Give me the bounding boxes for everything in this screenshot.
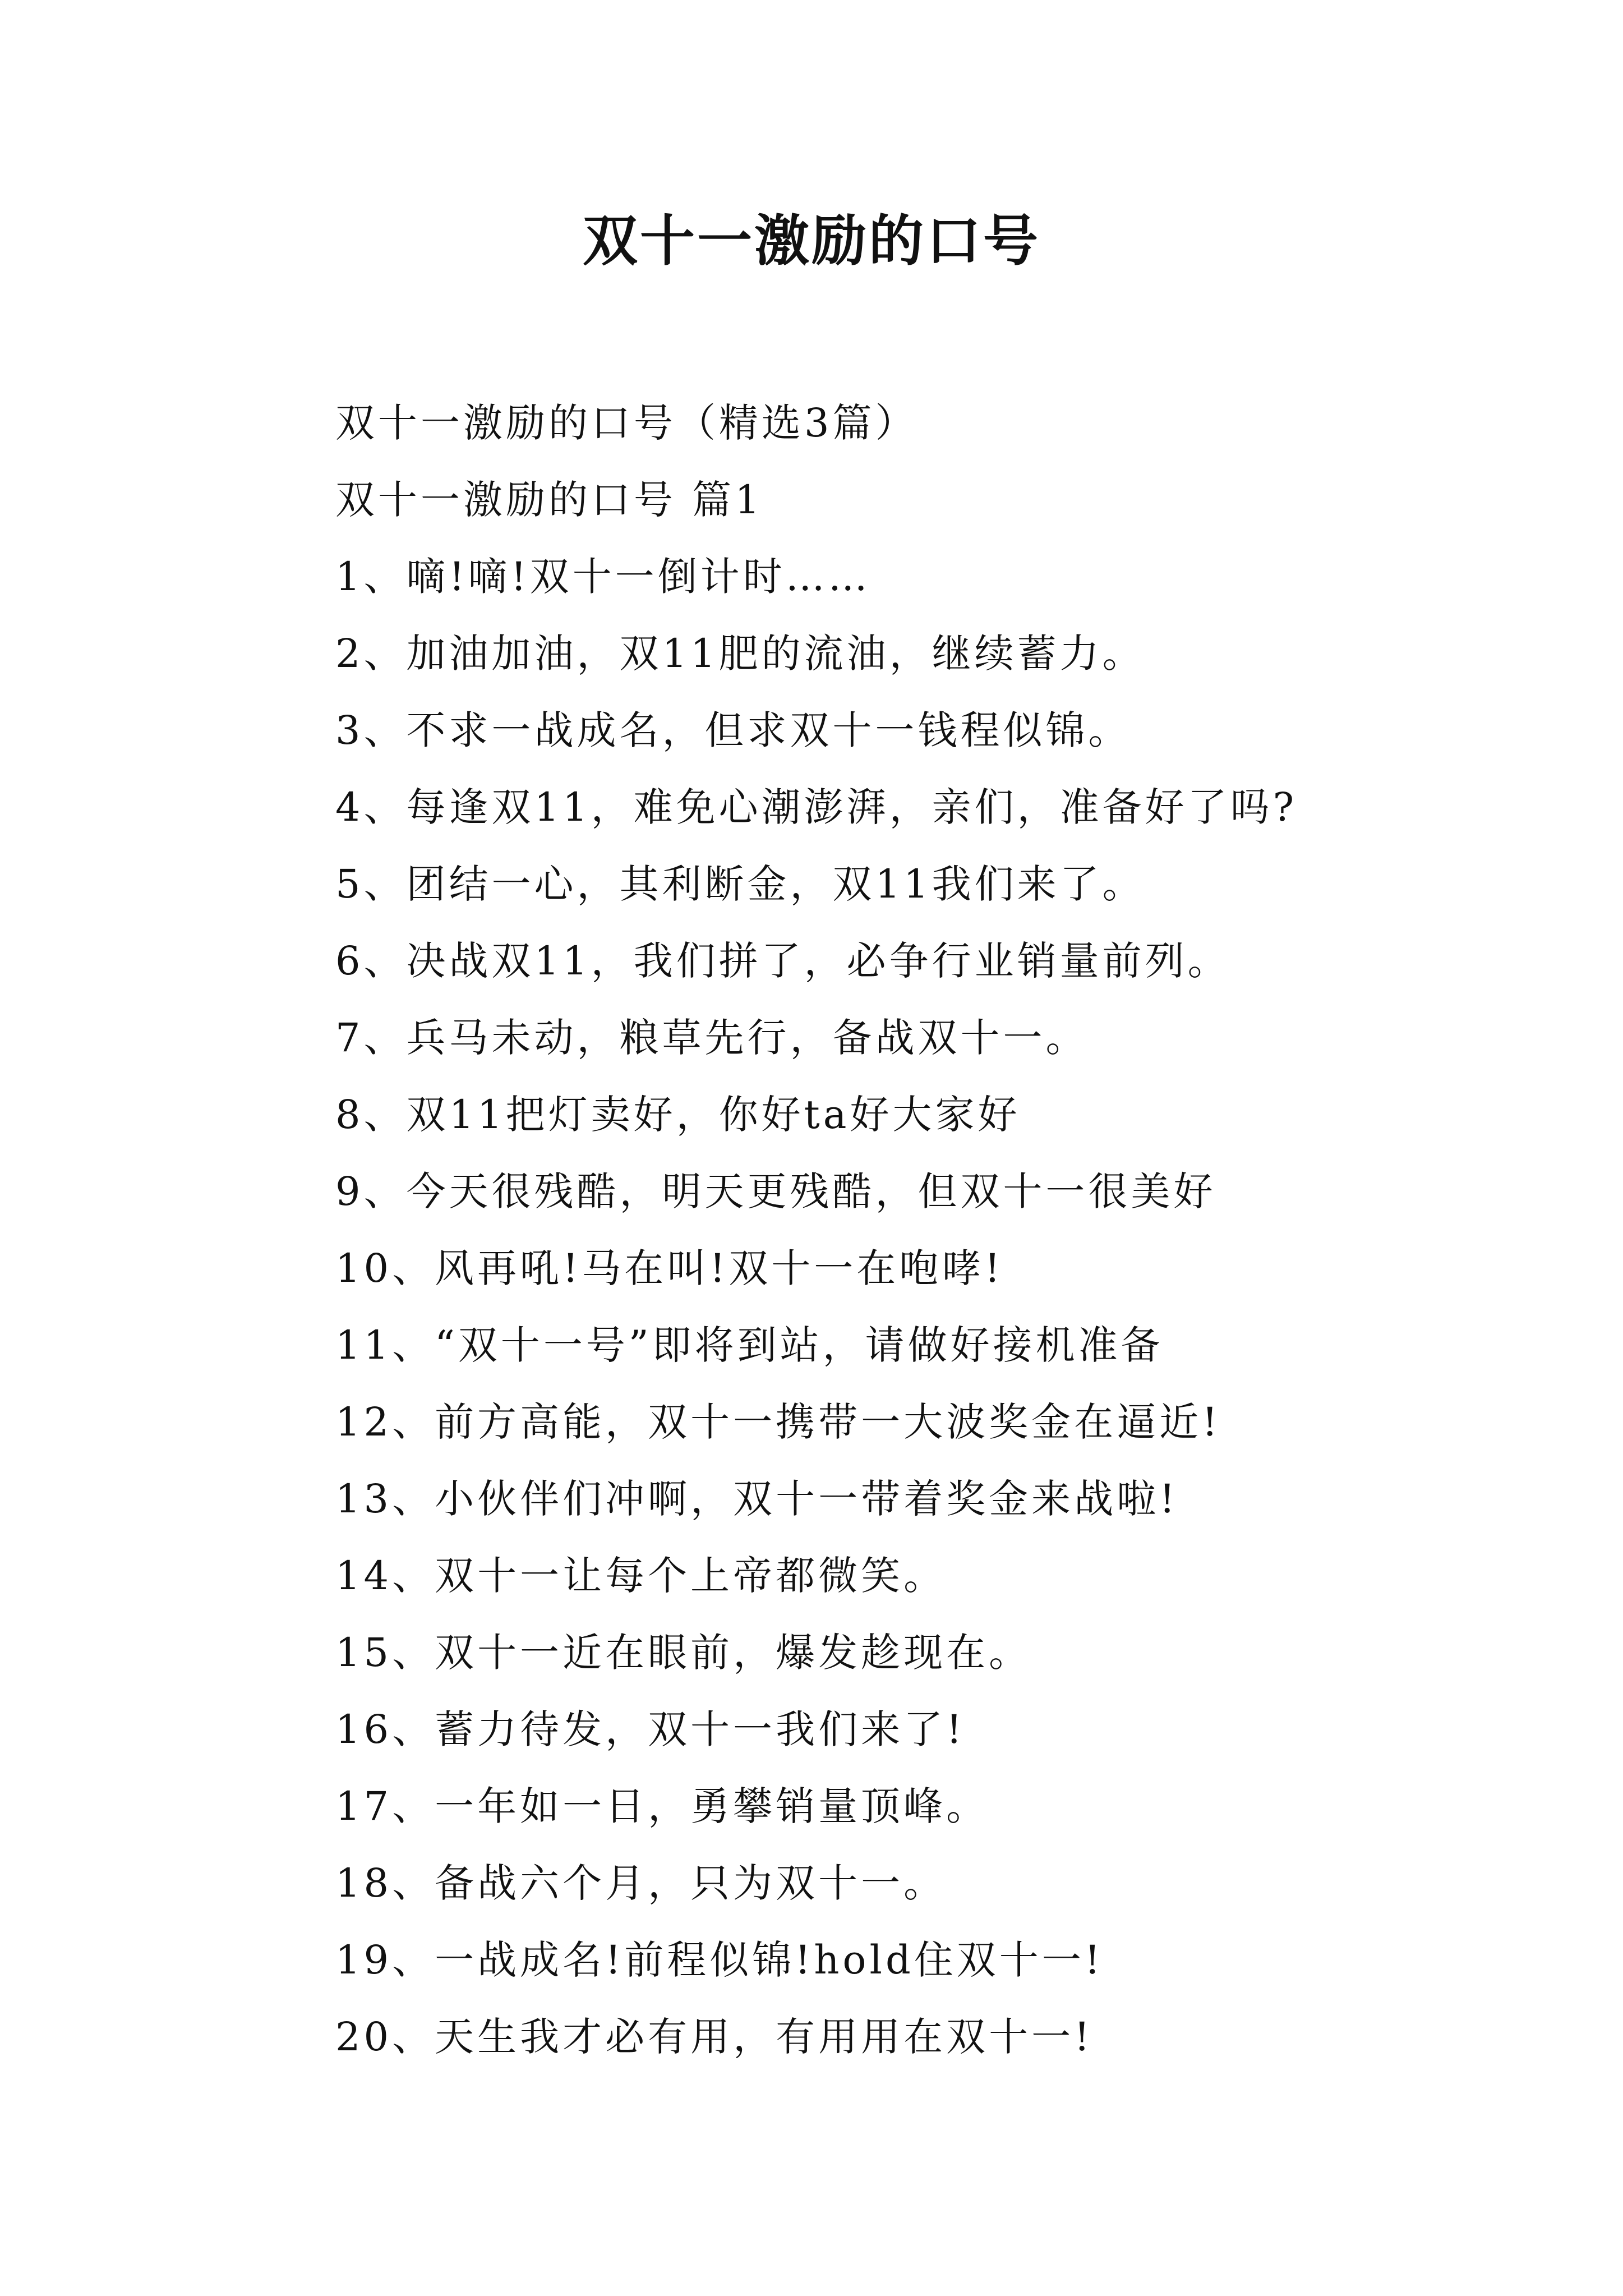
slogan-item: 16、蓄力待发，双十一我们来了! bbox=[335, 1706, 966, 1752]
document-title: 双十一激励的口号 bbox=[582, 209, 1040, 273]
slogan-item: 3、不求一战成名，但求双十一钱程似锦。 bbox=[335, 707, 1131, 753]
slogan-item: 13、小伙伴们冲啊，双十一带着奖金来战啦! bbox=[335, 1476, 1179, 1522]
slogan-item: 2、加油加油，双11肥的流油，继续蓄力。 bbox=[335, 631, 1145, 677]
slogan-item: 4、每逢双11，难免心潮澎湃，亲们，准备好了吗? bbox=[335, 784, 1298, 830]
document-subtitle: 双十一激励的口号（精选3篇） bbox=[335, 400, 918, 446]
slogan-item: 9、今天很残酷，明天更残酷，但双十一很美好 bbox=[335, 1168, 1216, 1214]
slogan-item: 14、双十一让每个上帝都微笑。 bbox=[335, 1553, 947, 1599]
document-body bbox=[335, 385, 1513, 2076]
slogan-item: 8、双11把灯卖好，你好ta好大家好 bbox=[335, 1092, 1021, 1138]
slogan-item: 11、“双十一号”即将到站，请做好接机准备 bbox=[335, 1322, 1164, 1368]
slogan-item: 6、决战双11，我们拼了，必争行业销量前列。 bbox=[335, 938, 1230, 984]
slogan-item: 7、兵马未动，粮草先行，备战双十一。 bbox=[335, 1015, 1089, 1061]
slogan-item: 5、团结一心，其利断金，双11我们来了。 bbox=[335, 861, 1145, 907]
slogan-item: 1、嘀!嘀!双十一倒计时…… bbox=[335, 554, 871, 600]
slogan-item: 18、备战六个月，只为双十一。 bbox=[335, 1860, 947, 1906]
slogan-item: 20、天生我才必有用，有用用在双十一! bbox=[335, 2014, 1094, 2060]
section-heading: 双十一激励的口号 篇1 bbox=[335, 477, 763, 523]
slogan-item: 19、一战成名!前程似锦!hold住双十一! bbox=[335, 1937, 1104, 1983]
slogan-item: 12、前方高能，双十一携带一大波奖金在逼近! bbox=[335, 1399, 1221, 1445]
slogan-item: 17、一年如一日，勇攀销量顶峰。 bbox=[335, 1783, 989, 1829]
slogan-item: 10、风再吼!马在叫!双十一在咆哮! bbox=[335, 1245, 1004, 1291]
slogan-item: 15、双十一近在眼前，爆发趁现在。 bbox=[335, 1630, 1032, 1676]
